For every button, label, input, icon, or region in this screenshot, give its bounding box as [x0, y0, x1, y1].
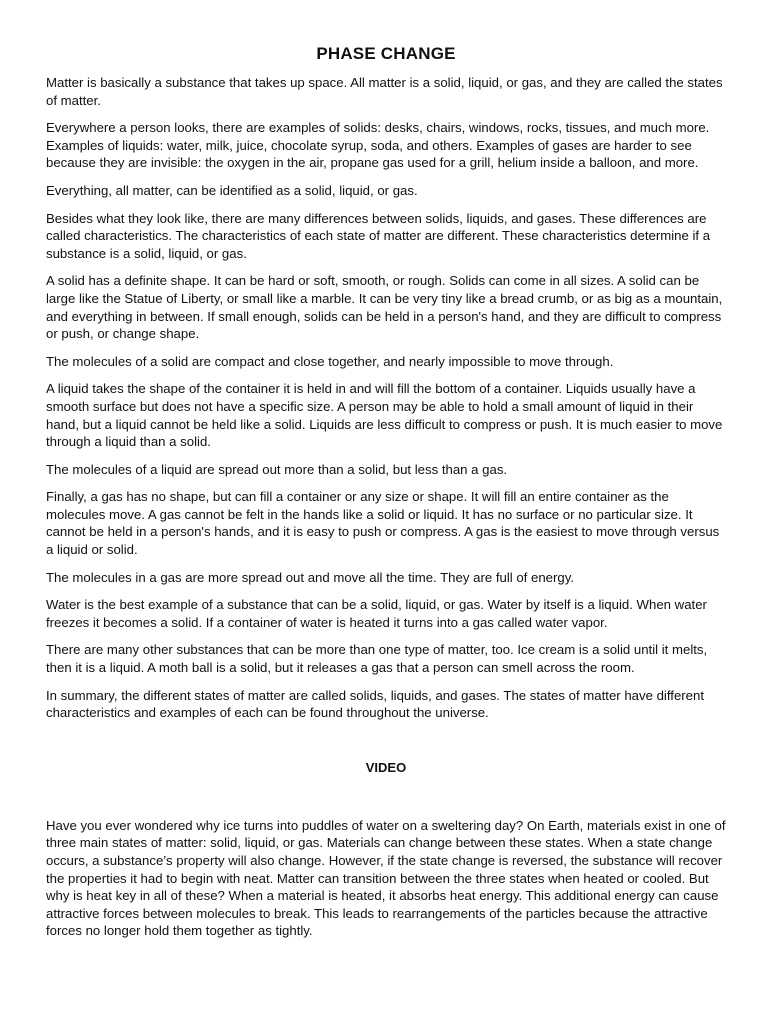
paragraph-solid-molecules: The molecules of a solid are compact and close together, and nearly impossible to move through.: [46, 353, 614, 369]
document-page: [46, 44, 726, 950]
paragraph-gas-molecules: The molecules in a gas are more spread out and move all the time. They are full of energy.: [46, 569, 575, 585]
paragraph-gas: Finally, a gas has no shape, but can fill a container or any size or shape. It will fill an entire container as the molecules move. A gas cannot be felt in the hands like a solid or liquid. It has no surface or no particular size. It cannot be held in a person's hands, and it is easy to push or compress. A gas is the easiest to move through versus a liquid or solid.: [46, 489, 720, 558]
paragraph-liquid-molecules: The molecules of a liquid are spread out more than a solid, but less than a gas.: [46, 461, 508, 477]
page-title: PHASE CHANGE: [316, 44, 456, 63]
paragraph-solid: A solid has a definite shape. It can be hard or soft, smooth, or rough. Solids can come in all sizes. A solid can be large like the Statue of Liberty, or small like a marble. It can be very tiny like a bread crumb, or as big as a mountain, and everything in between. If small enough, solids can be held in a person's hand, and they are difficult to compress or push, or change shape.: [46, 273, 723, 342]
paragraph-summary: In summary, the different states of matter are called solids, liquids, and gases. The states of matter have different characteristics and examples of each can be found throughout the universe.: [46, 687, 705, 721]
paragraph-intro: Matter is basically a substance that takes up space. All matter is a solid, liquid, or gas, and they are called the states of matter.: [46, 75, 723, 108]
paragraph-all-matter: Everything, all matter, can be identified as a solid, liquid, or gas.: [46, 182, 418, 198]
section-heading-video: VIDEO: [365, 759, 407, 775]
paragraph-characteristics: Besides what they look like, there are many differences between solids, liquids, and gases. These differences are called characteristics. The characteristics of each state of matter are different. These characteristics determine if a substance is a solid, liquid, or gas.: [46, 210, 711, 261]
paragraph-examples: Everywhere a person looks, there are examples of solids: desks, chairs, windows, rocks, tissues, and much more. Examples of liquids: water, milk, juice, chocolate syrup, soda, and others. Examples of gases are harder to see because they are invisible: the oxygen in the air, propane gas used for a grill, helium inside a balloon, and more.: [46, 120, 710, 171]
paragraph-video: Have you ever wondered why ice turns into puddles of water on a sweltering day? On Earth, materials exist in one of three main states of matter: solid, liquid, or gas. Materials can change between these states. When a state change occurs, a substance’s property will also change. However, if the state change is reversed, the substance will recover the properties it had to begin with neat. Matter can transition between the three states when heated or cooled. But why is heat key in all of these? When a material is heated, it absorbs heat energy. This additional energy can cause attractive forces between molecules to break. This leads to rearrangements of the particles because the attractive forces no longer hold them together as tightly.: [46, 817, 726, 939]
paragraph-liquid: A liquid takes the shape of the container it is held in and will fill the bottom of a container. Liquids usually have a smooth surface but does not have a specific size. A person may be able to hold a small amount of liquid in their hand, but a liquid cannot be held like a solid. Liquids are less difficult to compress or push. It is much easier to move through a liquid than a solid.: [46, 381, 723, 450]
paragraph-water: Water is the best example of a substance that can be a solid, liquid, or gas. Water by itself is a liquid. When water freezes it becomes a solid. If a container of water is heated it turns into a gas called water vapor.: [46, 597, 707, 630]
paragraph-other-substances: There are many other substances that can be more than one type of matter, too. Ice cream is a solid until it melts, then it is a liquid. A moth ball is a solid, but it releases a gas that a person can smell across the room.: [46, 642, 708, 676]
